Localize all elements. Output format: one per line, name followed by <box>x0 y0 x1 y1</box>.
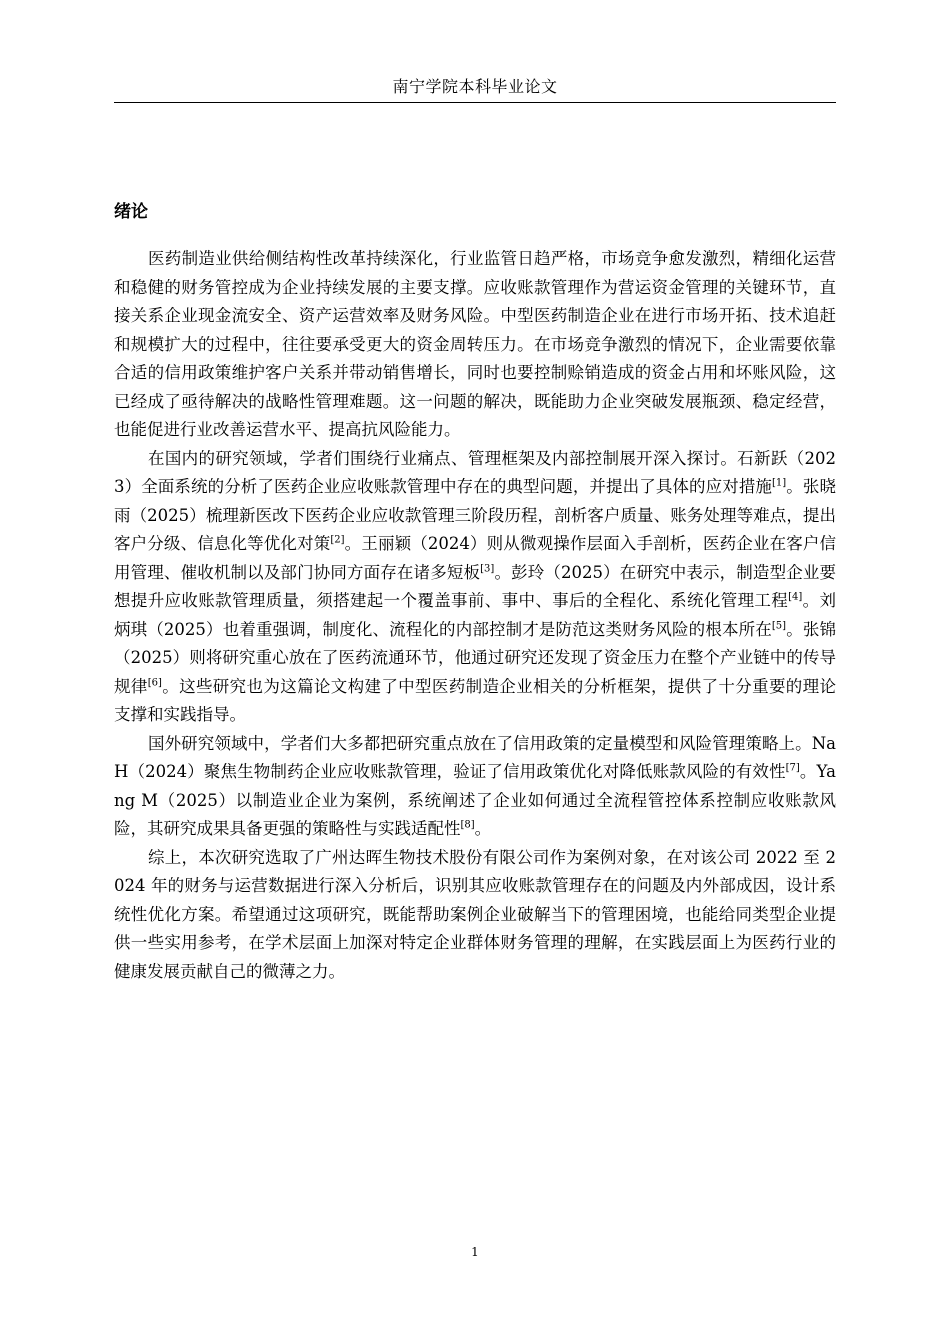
running-header: 南宁学院本科毕业论文 <box>392 77 558 96</box>
text-span: 。彭玲（2025）在研究中表示，制造型企业要想提升应收账款管理质量，须搭建起一个覆盖事前、事中、事后的全程化、系统化管理工程 <box>114 562 837 610</box>
text-span: 在国内的研究领域，学者们围绕行业痛点、管理框架及内部控制展开深入探讨。石新跃（2023）全面系统的分析了医药企业应收账款管理中存在的典型问题，并提出了具体的应对措施 <box>114 448 836 496</box>
text-span: 。刘炳琪（2025）也着重强调，制度化、流程化的内部控制才是防范这类财务风险的根本所在 <box>114 591 837 639</box>
citation-ref: [7] <box>785 762 800 774</box>
text-span: 。 <box>474 819 492 838</box>
section-heading: 绪论 <box>114 202 148 222</box>
paragraph-foreign-research <box>114 730 836 844</box>
citation-ref: [8] <box>460 819 475 831</box>
header-rule <box>114 102 836 103</box>
text-span: 。这些研究也为这篇论文构建了中型医药制造企业相关的分析框架，提供了十分重要的理论支撑和实践指导。 <box>114 676 837 724</box>
citation-ref: [3] <box>480 563 495 574</box>
text-span: 。Yang M（2025）以制造业企业为案例，系统阐述了企业如何通过全流程管控体系控制应收账款风险，其研究成果具备更强的策略性与实践适配性 <box>114 762 836 838</box>
citation-ref: [4] <box>788 591 803 603</box>
text-span: 。王丽颖（2024）则从微观操作层面入手剖析，医药企业在客户信用管理、催收机制以及部门协同方面存在诸多短板 <box>114 534 837 582</box>
paragraph-intro: 医药制造业供给侧结构性改革持续深化，行业监管日趋严格，市场竞争愈发激烈，精细化运营和稳健的财务管控成为企业持续发展的主要支撑。应收账款管理作为营运资金管理的关键环节，直接关系企业现金流安全、资产运营效率及财务风险。中型医药制造企业在进行市场开拓、技术追赶和规模扩大的过程中，往往要承受更大的资金周转压力。在市场竞争激烈的情况下，企业需要依靠合适的信用政策维护客户关系并带动销售增长，同时也要控制赊销造成的资金占用和坏账风险，这已经成了亟待解决的战略性管理难题。这一问题的解决，既能助力企业突破发展瓶颈、稳定经营，也能促进行业改善运营水平、提高抗风险能力。 <box>114 249 836 439</box>
citation-ref: [6] <box>147 677 162 688</box>
body-text <box>114 245 836 986</box>
citation-ref: [1] <box>772 477 787 489</box>
paragraph-summary: 综上，本次研究选取了广州达晖生物技术股份有限公司作为案例对象，在对该公司 2022 至 2024 年的财务与运营数据进行深入分析后，识别其应收账款管理存在的问题及内外部成因，设计系统性优化方案。希望通过这项研究，既能帮助案例企业破解当下的管理困境，也能给同类型企业提供一些实用参考，在学术层面上加深对特定企业群体财务管理的理解，在实践层面上为医药行业的健康发展贡献自己的微薄之力。 <box>114 847 836 981</box>
text-span: 国外研究领域中，学者们大多都把研究重点放在了信用政策的定量模型和风险管理策略上。Na H（2024）聚焦生物制药企业应收账款管理，验证了信用政策优化对降低账款风险的有效性 <box>114 733 836 781</box>
text-span: 。张锦（2025）则将研究重心放在了医药流通环节，他通过研究还发现了资金压力在整个产业链中的传导规律 <box>114 619 837 696</box>
paragraph-domestic-research <box>114 445 836 730</box>
page-number: 1 <box>471 1245 479 1259</box>
text-span: 。张晓雨（2025）梳理新医改下医药企业应收款管理三阶段历程，剖析客户质量、账务处理等难点，提出客户分级、信息化等优化对策 <box>114 477 837 553</box>
citation-ref: [2] <box>330 534 345 546</box>
citation-ref: [5] <box>771 620 787 631</box>
